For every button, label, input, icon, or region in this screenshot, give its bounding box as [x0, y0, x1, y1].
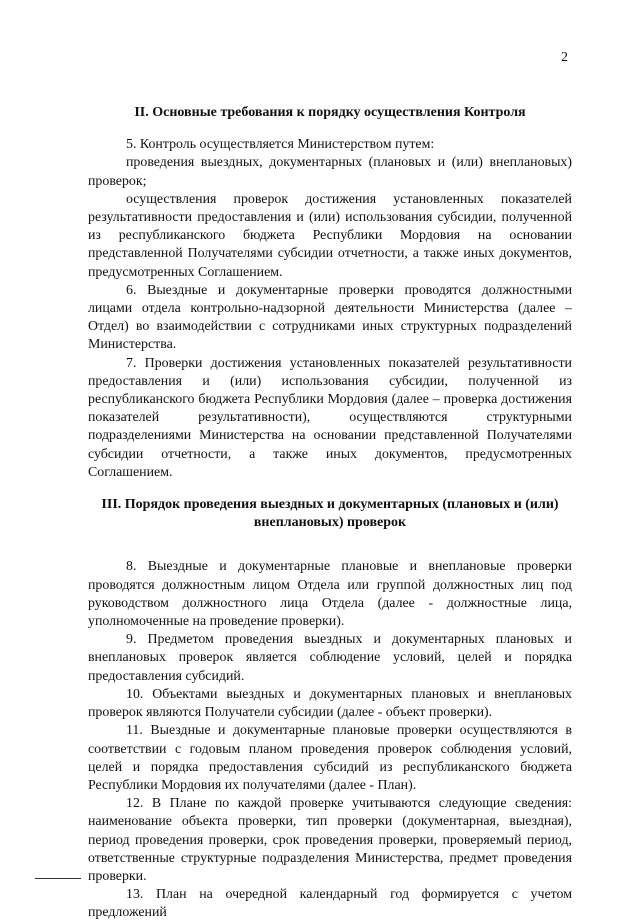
paragraph-13: 13. План на очередной календарный год формируется с учетом предложений — [88, 887, 572, 921]
paragraph-10: 10. Объектами выездных и документарных плановых и внеплановых проверок являются Получатели субсидии (далее - объект проверки). — [88, 686, 572, 721]
paragraph-8: 8. Выездные и документарные плановые и внеплановые проверки проводятся должностным лицом Отдела или группой должностных лиц под руководством должностного лица Отдела (далее - должностные лица, уполномоченные на проведение проверки). — [88, 559, 572, 630]
paragraph-5-item-2: осуществления проверок достижения установленных показателей результативности предоставления и (или) использования субсидии, полученной из республиканского бюджета Республики Мордовия на основании представленной Получателями субсидии отчетности, а также иных документов, предусмотренных Соглашением. — [88, 191, 572, 280]
page-number: 2 — [561, 50, 568, 65]
paragraph-11: 11. Выездные и документарные плановые проверки осуществляются в соответствии с годовым планом проведения проверок соблюдения условий, целей и порядка предоставления субсидий из республиканского бюджета Республики Мордовия их получателями (далее - План). — [88, 723, 572, 793]
document-body — [88, 104, 572, 923]
paragraph-7: 7. Проверки достижения установленных показателей результативности предоставления и (или) использования субсидии, полученной из республиканского бюджета Республики Мордовия (далее – проверка достижения показателей результативности), осуществляются структурными подразделениями Министерства на основании представленной Получателями субсидии отчетности, а также иных документов, предусмотренных Соглашением. — [88, 355, 572, 480]
section-2-title: II. Основные требования к порядку осуществления Контроля — [134, 105, 526, 120]
paragraph-6: 6. Выездные и документарные проверки проводятся должностными лицами отдела контрольно-надзорной деятельности Министерства (далее – Отдел) во взаимодействии с сотрудниками иных структурных подразделений Министерства. — [88, 282, 572, 353]
paragraph-12: 12. В Плане по каждой проверке учитываются следующие сведения: наименование объекта проверки, тип проверки (документарная, выездная), период проведения проверки, срок проведения проверки, проверяемый период, ответственные структурные подразделения Министерства, предмет проведения проверки. — [88, 796, 572, 884]
paragraph-9: 9. Предметом проведения выездных и документарных плановых и внеплановых проверок является соблюдение условий, целей и порядка предоставления субсидий. — [88, 632, 572, 684]
section-3-title: III. Порядок проведения выездных и документарных (плановых и (или) внеплановых) проверок — [101, 497, 559, 531]
paragraph-5-item-1: проведения выездных, документарных (плановых и (или) внеплановых) проверок; — [88, 155, 572, 189]
footer-rule — [35, 878, 81, 879]
paragraph-5: 5. Контроль осуществляется Министерством путем: — [126, 137, 435, 153]
